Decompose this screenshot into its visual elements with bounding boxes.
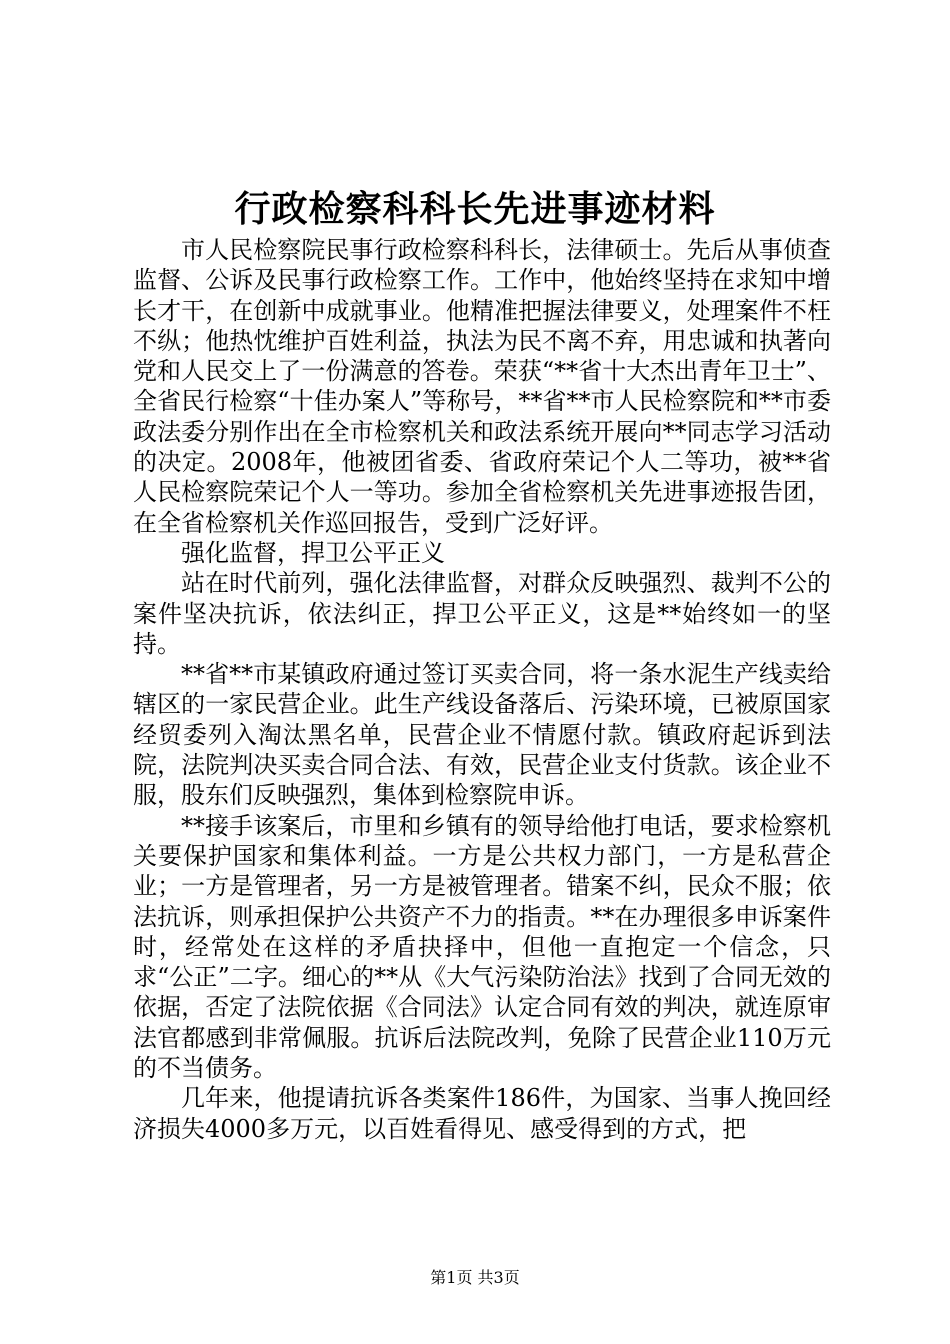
document-body xyxy=(133,235,831,1144)
paragraph-intro: 市人民检察院民事行政检察科科长，法律硕士。先后从事侦查监督、公诉及民事行政检察工作。工作中，他始终坚持在求知中增长才干，在创新中成就事业。他精准把握法律要义，处理案件不枉不纵；他热忱维护百姓利益，执法为民不离不弃，用忠诚和执著向党和人民交上了一份满意的答卷。荣获“**省十大杰出青年卫士”、全省民行检察“十佳办案人”等称号，**省**市人民检察院和**市委政法委分别作出在全市检察机关和政法系统开展向**同志学习活动的决定。2008年，他被团省委、省政府荣记个人二等功，被**省人民检察院荣记个人一等功。参加全省检察机关先进事迹报告团，在全省检察机关作巡回报告，受到广泛好评。 xyxy=(133,236,831,537)
paragraph: **接手该案后，市里和乡镇有的领导给他打电话，要求检察机关要保护国家和集体利益。一方是公共权力部门，一方是私营企业；一方是管理者，另一方是被管理者。错案不纠，民众不服；依法抗诉，则承担保护公共资产不力的指责。**在办理很多申诉案件时，经常处在这样的矛盾抉择中，但他一直抱定一个信念，只求“公正”二字。细心的**从《大气污染防治法》找到了合同无效的依据，否定了法院依据《合同法》认定合同有效的判决，就连原审法官都感到非常佩服。抗诉后法院改判，免除了民营企业110万元的不当债务。 xyxy=(133,811,831,1083)
paragraph: 站在时代前列，强化法律监督，对群众反映强烈、裁判不公的案件坚决抗诉，依法纠正，捍卫公平正义，这是**始终如一的坚持。 xyxy=(133,569,831,658)
paragraph: **省**市某镇政府通过签订买卖合同，将一条水泥生产线卖给辖区的一家民营企业。此生产线设备落后、污染环境，已被原国家经贸委列入淘汰黑名单，民营企业不情愿付款。镇政府起诉到法院，法院判决买卖合同合法、有效，民营企业支付货款。该企业不服，股东们反映强烈，集体到检察院申诉。 xyxy=(133,660,831,810)
paragraph: 几年来，他提请抗诉各类案件186件，为国家、当事人挽回经济损失4000多万元，以百姓看得见、感受得到的方式，把 xyxy=(133,1084,831,1143)
section-heading: 强化监督，捍卫公平正义 xyxy=(181,538,445,567)
document-title: 行政检察科科长先进事迹材料 xyxy=(234,188,716,230)
page-footer: 第1页 共3页 xyxy=(430,1268,520,1287)
